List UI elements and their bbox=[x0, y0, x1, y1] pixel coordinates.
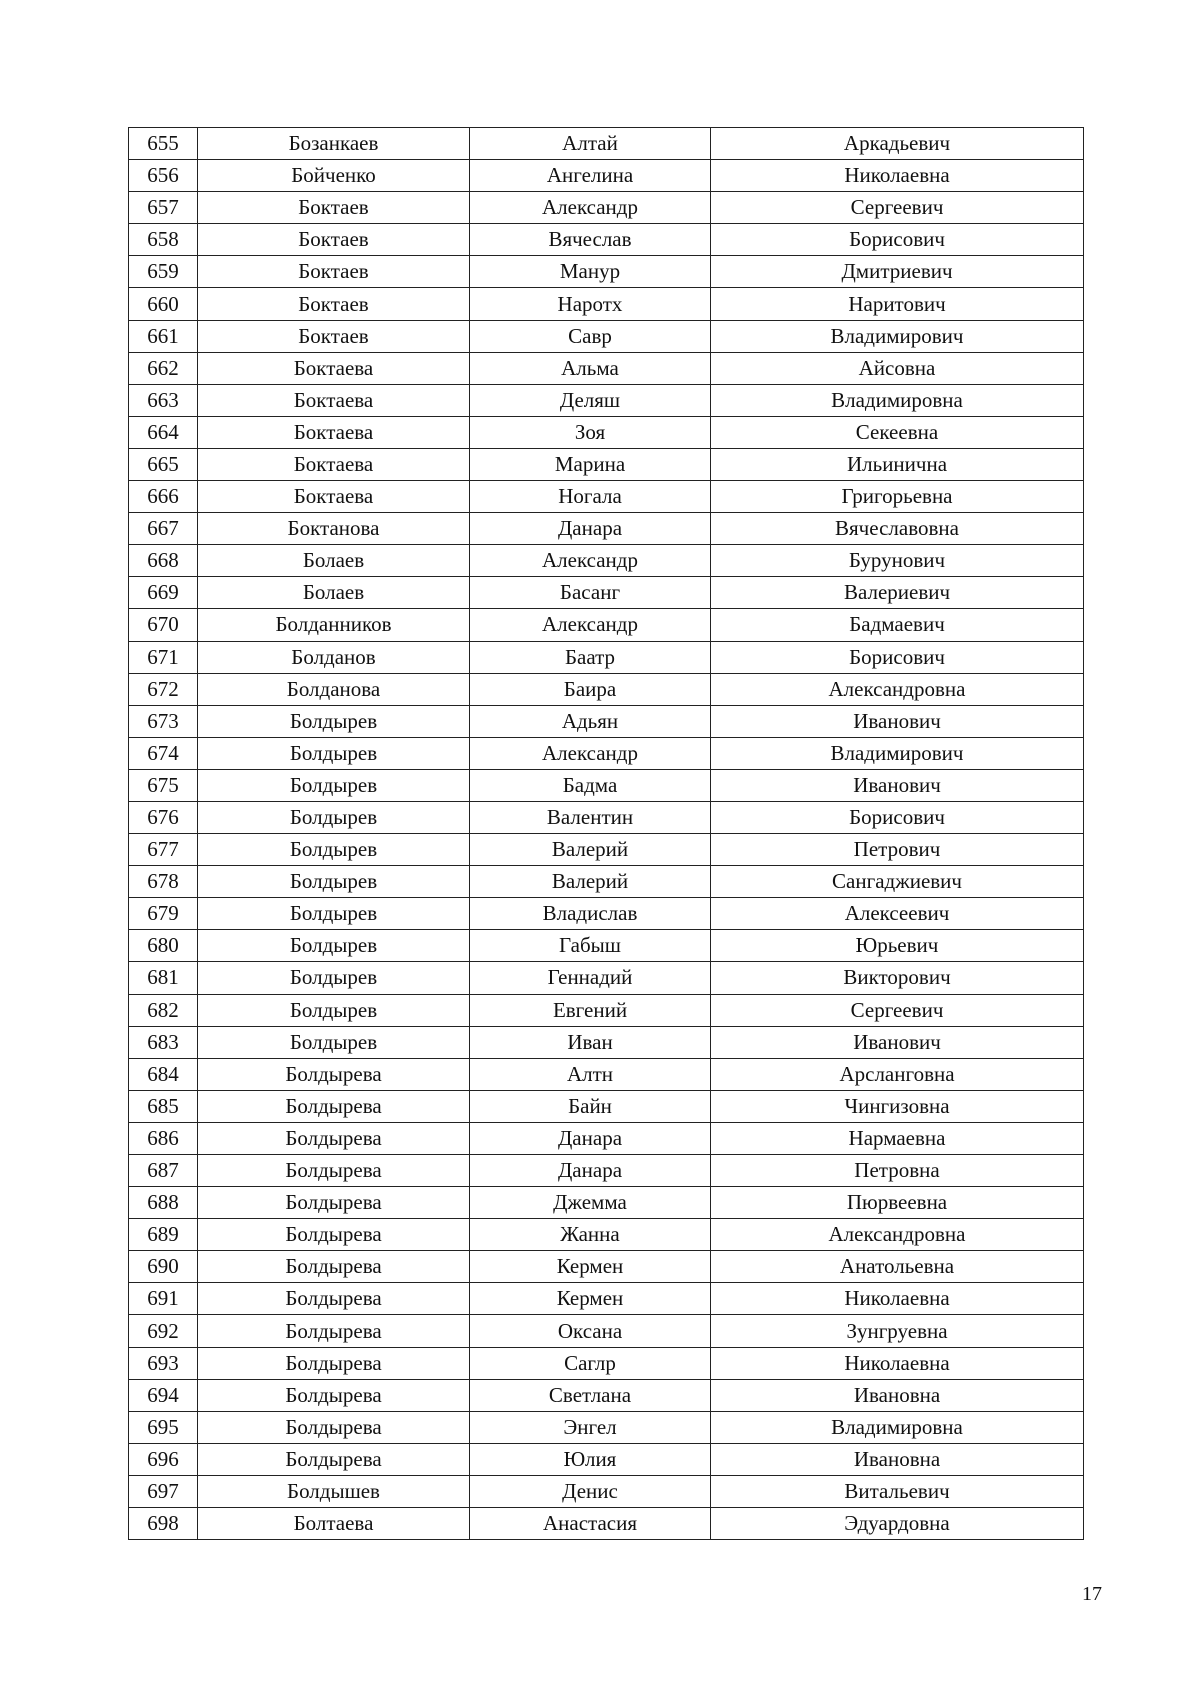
patronymic-cell: Петровна bbox=[711, 1155, 1084, 1187]
row-number-cell: 672 bbox=[129, 673, 198, 705]
first-name-cell: Кермен bbox=[470, 1251, 711, 1283]
first-name-cell: Алтн bbox=[470, 1058, 711, 1090]
patronymic-cell: Сергеевич bbox=[711, 192, 1084, 224]
last-name-cell: Болдырев bbox=[198, 962, 470, 994]
first-name-cell: Ногала bbox=[470, 481, 711, 513]
patronymic-cell: Чингизовна bbox=[711, 1090, 1084, 1122]
row-number-cell: 658 bbox=[129, 224, 198, 256]
first-name-cell: Байн bbox=[470, 1090, 711, 1122]
last-name-cell: Болдырева bbox=[198, 1219, 470, 1251]
row-number-cell: 671 bbox=[129, 641, 198, 673]
first-name-cell: Александр bbox=[470, 737, 711, 769]
row-number-cell: 697 bbox=[129, 1475, 198, 1507]
table-row bbox=[129, 513, 1084, 545]
last-name-cell: Болдырев bbox=[198, 994, 470, 1026]
first-name-cell: Денис bbox=[470, 1475, 711, 1507]
first-name-cell: Александр bbox=[470, 192, 711, 224]
first-name-cell: Наротх bbox=[470, 288, 711, 320]
patronymic-cell: Витальевич bbox=[711, 1475, 1084, 1507]
last-name-cell: Боктаев bbox=[198, 256, 470, 288]
table-row bbox=[129, 320, 1084, 352]
last-name-cell: Болдырев bbox=[198, 1026, 470, 1058]
table-row bbox=[129, 545, 1084, 577]
patronymic-cell: Сергеевич bbox=[711, 994, 1084, 1026]
patronymic-cell: Петрович bbox=[711, 834, 1084, 866]
patronymic-cell: Нармаевна bbox=[711, 1122, 1084, 1154]
name-list-body bbox=[129, 128, 1084, 1540]
patronymic-cell: Николаевна bbox=[711, 1347, 1084, 1379]
page-number: 17 bbox=[1082, 1583, 1102, 1605]
last-name-cell: Болдырев bbox=[198, 898, 470, 930]
last-name-cell: Болдырев bbox=[198, 930, 470, 962]
row-number-cell: 689 bbox=[129, 1219, 198, 1251]
row-number-cell: 675 bbox=[129, 769, 198, 801]
last-name-cell: Болдырев bbox=[198, 769, 470, 801]
row-number-cell: 696 bbox=[129, 1443, 198, 1475]
patronymic-cell: Секеевна bbox=[711, 416, 1084, 448]
table-row bbox=[129, 609, 1084, 641]
table-row bbox=[129, 769, 1084, 801]
table-row bbox=[129, 962, 1084, 994]
patronymic-cell: Владимирович bbox=[711, 737, 1084, 769]
row-number-cell: 665 bbox=[129, 448, 198, 480]
first-name-cell: Адьян bbox=[470, 705, 711, 737]
patronymic-cell: Николаевна bbox=[711, 1283, 1084, 1315]
table-row bbox=[129, 160, 1084, 192]
first-name-cell: Басанг bbox=[470, 577, 711, 609]
patronymic-cell: Ивановна bbox=[711, 1379, 1084, 1411]
last-name-cell: Болдырева bbox=[198, 1443, 470, 1475]
last-name-cell: Болдырева bbox=[198, 1251, 470, 1283]
table-row bbox=[129, 1347, 1084, 1379]
first-name-cell: Баира bbox=[470, 673, 711, 705]
last-name-cell: Болаев bbox=[198, 545, 470, 577]
patronymic-cell: Анатольевна bbox=[711, 1251, 1084, 1283]
last-name-cell: Болдырева bbox=[198, 1155, 470, 1187]
row-number-cell: 664 bbox=[129, 416, 198, 448]
row-number-cell: 673 bbox=[129, 705, 198, 737]
table-row bbox=[129, 994, 1084, 1026]
last-name-cell: Болдырев bbox=[198, 834, 470, 866]
last-name-cell: Болдырева bbox=[198, 1283, 470, 1315]
patronymic-cell: Сангаджиевич bbox=[711, 866, 1084, 898]
last-name-cell: Болдырева bbox=[198, 1058, 470, 1090]
table-row bbox=[129, 1155, 1084, 1187]
last-name-cell: Боктанова bbox=[198, 513, 470, 545]
last-name-cell: Болданников bbox=[198, 609, 470, 641]
patronymic-cell: Владимировна bbox=[711, 384, 1084, 416]
last-name-cell: Бозанкаев bbox=[198, 128, 470, 160]
table-row bbox=[129, 448, 1084, 480]
first-name-cell: Данара bbox=[470, 1155, 711, 1187]
table-row bbox=[129, 1026, 1084, 1058]
table-row bbox=[129, 224, 1084, 256]
first-name-cell: Валерий bbox=[470, 834, 711, 866]
table-row bbox=[129, 1411, 1084, 1443]
last-name-cell: Боктаева bbox=[198, 384, 470, 416]
last-name-cell: Болдырева bbox=[198, 1315, 470, 1347]
table-row bbox=[129, 737, 1084, 769]
first-name-cell: Геннадий bbox=[470, 962, 711, 994]
patronymic-cell: Иванович bbox=[711, 705, 1084, 737]
row-number-cell: 666 bbox=[129, 481, 198, 513]
table-row bbox=[129, 1187, 1084, 1219]
patronymic-cell: Бурунович bbox=[711, 545, 1084, 577]
row-number-cell: 698 bbox=[129, 1508, 198, 1540]
row-number-cell: 686 bbox=[129, 1122, 198, 1154]
row-number-cell: 668 bbox=[129, 545, 198, 577]
first-name-cell: Данара bbox=[470, 1122, 711, 1154]
patronymic-cell: Владимировна bbox=[711, 1411, 1084, 1443]
first-name-cell: Валерий bbox=[470, 866, 711, 898]
last-name-cell: Болдырев bbox=[198, 801, 470, 833]
last-name-cell: Болдырев bbox=[198, 737, 470, 769]
row-number-cell: 655 bbox=[129, 128, 198, 160]
table-row bbox=[129, 1251, 1084, 1283]
patronymic-cell: Дмитриевич bbox=[711, 256, 1084, 288]
last-name-cell: Бойченко bbox=[198, 160, 470, 192]
patronymic-cell: Валериевич bbox=[711, 577, 1084, 609]
patronymic-cell: Ильинична bbox=[711, 448, 1084, 480]
patronymic-cell: Бадмаевич bbox=[711, 609, 1084, 641]
table-row bbox=[129, 192, 1084, 224]
first-name-cell: Юлия bbox=[470, 1443, 711, 1475]
table-row bbox=[129, 866, 1084, 898]
last-name-cell: Болдырева bbox=[198, 1411, 470, 1443]
table-row bbox=[129, 352, 1084, 384]
first-name-cell: Савр bbox=[470, 320, 711, 352]
patronymic-cell: Иванович bbox=[711, 769, 1084, 801]
patronymic-cell: Иванович bbox=[711, 1026, 1084, 1058]
first-name-cell: Иван bbox=[470, 1026, 711, 1058]
row-number-cell: 669 bbox=[129, 577, 198, 609]
first-name-cell: Данара bbox=[470, 513, 711, 545]
last-name-cell: Боктаева bbox=[198, 352, 470, 384]
table-row bbox=[129, 801, 1084, 833]
row-number-cell: 656 bbox=[129, 160, 198, 192]
patronymic-cell: Пюрвеевна bbox=[711, 1187, 1084, 1219]
last-name-cell: Боктаев bbox=[198, 224, 470, 256]
last-name-cell: Болданова bbox=[198, 673, 470, 705]
patronymic-cell: Наритович bbox=[711, 288, 1084, 320]
last-name-cell: Болдырев bbox=[198, 705, 470, 737]
patronymic-cell: Зунгруевна bbox=[711, 1315, 1084, 1347]
first-name-cell: Светлана bbox=[470, 1379, 711, 1411]
row-number-cell: 685 bbox=[129, 1090, 198, 1122]
last-name-cell: Болтаева bbox=[198, 1508, 470, 1540]
first-name-cell: Жанна bbox=[470, 1219, 711, 1251]
patronymic-cell: Григорьевна bbox=[711, 481, 1084, 513]
row-number-cell: 688 bbox=[129, 1187, 198, 1219]
patronymic-cell: Арсланговна bbox=[711, 1058, 1084, 1090]
patronymic-cell: Аркадьевич bbox=[711, 128, 1084, 160]
first-name-cell: Деляш bbox=[470, 384, 711, 416]
last-name-cell: Боктаева bbox=[198, 481, 470, 513]
table-row bbox=[129, 898, 1084, 930]
first-name-cell: Алтай bbox=[470, 128, 711, 160]
first-name-cell: Евгений bbox=[470, 994, 711, 1026]
first-name-cell: Ангелина bbox=[470, 160, 711, 192]
row-number-cell: 661 bbox=[129, 320, 198, 352]
patronymic-cell: Борисович bbox=[711, 224, 1084, 256]
last-name-cell: Болдырева bbox=[198, 1347, 470, 1379]
patronymic-cell: Алексеевич bbox=[711, 898, 1084, 930]
first-name-cell: Кермен bbox=[470, 1283, 711, 1315]
row-number-cell: 676 bbox=[129, 801, 198, 833]
first-name-cell: Зоя bbox=[470, 416, 711, 448]
table-row bbox=[129, 705, 1084, 737]
last-name-cell: Болдырев bbox=[198, 866, 470, 898]
patronymic-cell: Эдуардовна bbox=[711, 1508, 1084, 1540]
last-name-cell: Болданов bbox=[198, 641, 470, 673]
patronymic-cell: Айсовна bbox=[711, 352, 1084, 384]
patronymic-cell: Вячеславовна bbox=[711, 513, 1084, 545]
patronymic-cell: Александровна bbox=[711, 1219, 1084, 1251]
row-number-cell: 695 bbox=[129, 1411, 198, 1443]
first-name-cell: Владислав bbox=[470, 898, 711, 930]
first-name-cell: Александр bbox=[470, 545, 711, 577]
row-number-cell: 680 bbox=[129, 930, 198, 962]
table-row bbox=[129, 641, 1084, 673]
last-name-cell: Болдышев bbox=[198, 1475, 470, 1507]
table-row bbox=[129, 384, 1084, 416]
table-row bbox=[129, 834, 1084, 866]
first-name-cell: Саглр bbox=[470, 1347, 711, 1379]
last-name-cell: Болдырева bbox=[198, 1122, 470, 1154]
first-name-cell: Габыш bbox=[470, 930, 711, 962]
table-row bbox=[129, 416, 1084, 448]
first-name-cell: Вячеслав bbox=[470, 224, 711, 256]
row-number-cell: 660 bbox=[129, 288, 198, 320]
row-number-cell: 670 bbox=[129, 609, 198, 641]
table-row bbox=[129, 1315, 1084, 1347]
row-number-cell: 684 bbox=[129, 1058, 198, 1090]
table-row bbox=[129, 481, 1084, 513]
table-row bbox=[129, 673, 1084, 705]
row-number-cell: 681 bbox=[129, 962, 198, 994]
patronymic-cell: Викторович bbox=[711, 962, 1084, 994]
first-name-cell: Бадма bbox=[470, 769, 711, 801]
row-number-cell: 687 bbox=[129, 1155, 198, 1187]
table-row bbox=[129, 1090, 1084, 1122]
row-number-cell: 674 bbox=[129, 737, 198, 769]
patronymic-cell: Борисович bbox=[711, 641, 1084, 673]
table-row bbox=[129, 1122, 1084, 1154]
first-name-cell: Александр bbox=[470, 609, 711, 641]
last-name-cell: Боктаева bbox=[198, 416, 470, 448]
last-name-cell: Болдырева bbox=[198, 1090, 470, 1122]
row-number-cell: 682 bbox=[129, 994, 198, 1026]
first-name-cell: Манур bbox=[470, 256, 711, 288]
last-name-cell: Боктаев bbox=[198, 192, 470, 224]
last-name-cell: Боктаев bbox=[198, 320, 470, 352]
first-name-cell: Оксана bbox=[470, 1315, 711, 1347]
patronymic-cell: Юрьевич bbox=[711, 930, 1084, 962]
first-name-cell: Валентин bbox=[470, 801, 711, 833]
row-number-cell: 677 bbox=[129, 834, 198, 866]
row-number-cell: 691 bbox=[129, 1283, 198, 1315]
table-row bbox=[129, 1508, 1084, 1540]
row-number-cell: 659 bbox=[129, 256, 198, 288]
row-number-cell: 693 bbox=[129, 1347, 198, 1379]
patronymic-cell: Николаевна bbox=[711, 160, 1084, 192]
row-number-cell: 663 bbox=[129, 384, 198, 416]
first-name-cell: Анастасия bbox=[470, 1508, 711, 1540]
patronymic-cell: Владимирович bbox=[711, 320, 1084, 352]
first-name-cell: Баатр bbox=[470, 641, 711, 673]
table-row bbox=[129, 256, 1084, 288]
last-name-cell: Боктаева bbox=[198, 448, 470, 480]
row-number-cell: 694 bbox=[129, 1379, 198, 1411]
last-name-cell: Болдырева bbox=[198, 1379, 470, 1411]
first-name-cell: Джемма bbox=[470, 1187, 711, 1219]
first-name-cell: Энгел bbox=[470, 1411, 711, 1443]
table-row bbox=[129, 1058, 1084, 1090]
row-number-cell: 657 bbox=[129, 192, 198, 224]
row-number-cell: 692 bbox=[129, 1315, 198, 1347]
table-row bbox=[129, 1443, 1084, 1475]
row-number-cell: 679 bbox=[129, 898, 198, 930]
name-list-table bbox=[128, 127, 1084, 1540]
first-name-cell: Марина bbox=[470, 448, 711, 480]
table-row bbox=[129, 1219, 1084, 1251]
patronymic-cell: Александровна bbox=[711, 673, 1084, 705]
table-row bbox=[129, 577, 1084, 609]
row-number-cell: 662 bbox=[129, 352, 198, 384]
table-row bbox=[129, 930, 1084, 962]
row-number-cell: 683 bbox=[129, 1026, 198, 1058]
table-row bbox=[129, 128, 1084, 160]
last-name-cell: Болаев bbox=[198, 577, 470, 609]
table-row bbox=[129, 1283, 1084, 1315]
patronymic-cell: Борисович bbox=[711, 801, 1084, 833]
row-number-cell: 678 bbox=[129, 866, 198, 898]
last-name-cell: Болдырева bbox=[198, 1187, 470, 1219]
table-row bbox=[129, 1379, 1084, 1411]
last-name-cell: Боктаев bbox=[198, 288, 470, 320]
table-row bbox=[129, 288, 1084, 320]
first-name-cell: Альма bbox=[470, 352, 711, 384]
row-number-cell: 667 bbox=[129, 513, 198, 545]
table-row bbox=[129, 1475, 1084, 1507]
patronymic-cell: Ивановна bbox=[711, 1443, 1084, 1475]
row-number-cell: 690 bbox=[129, 1251, 198, 1283]
